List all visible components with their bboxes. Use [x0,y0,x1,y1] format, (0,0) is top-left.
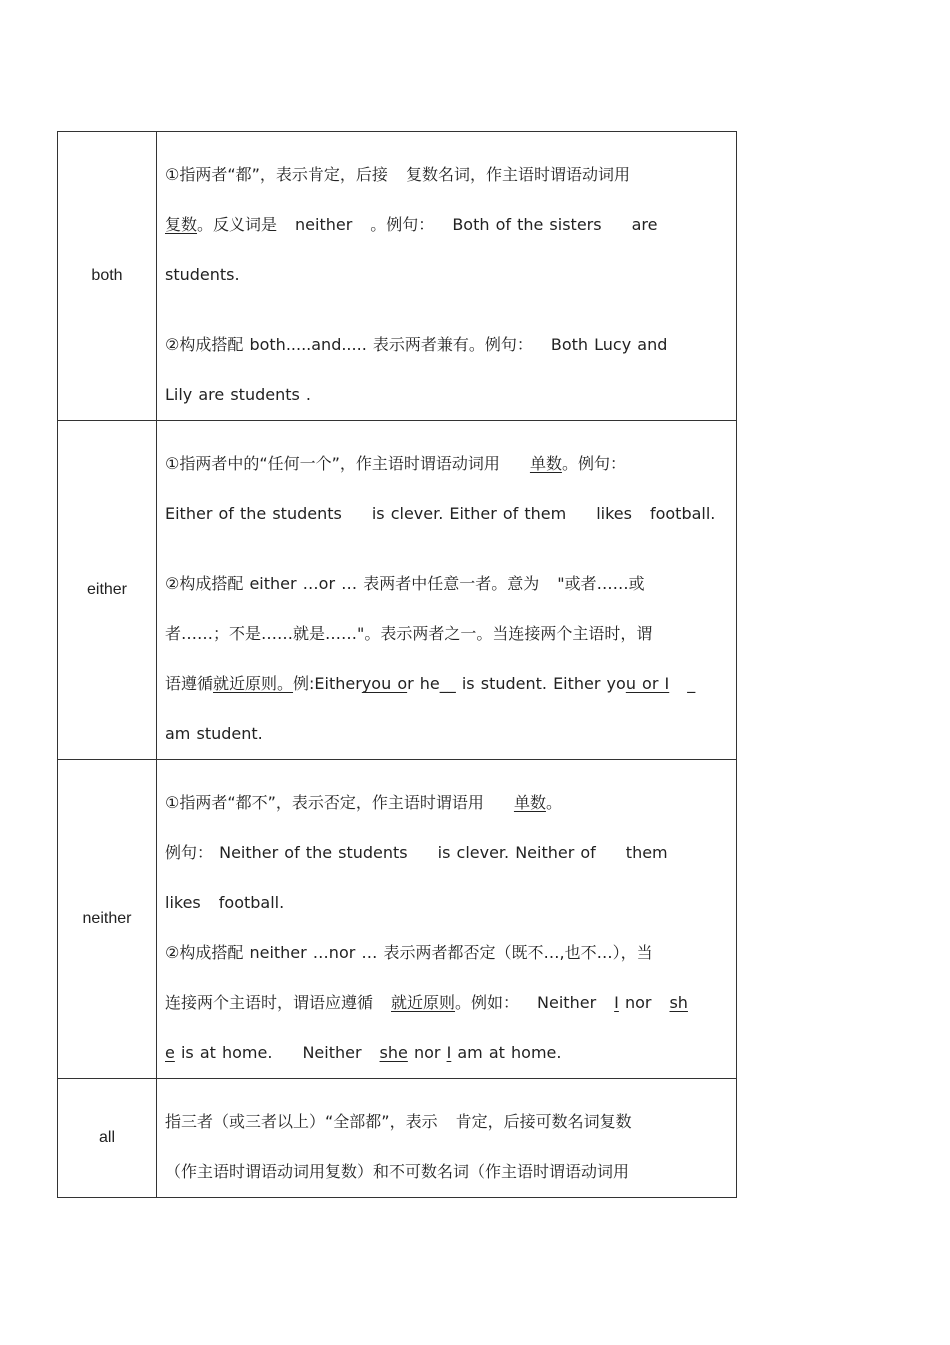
text-line: 复数。反义词是 neither 。例句： Both of the sisters are [165,215,658,234]
term-label: either [86,581,128,598]
term-label: neither [82,910,132,927]
text-line: （作主语时谓语动词用复数）和不可数名词（作主语时谓语动词用 [165,1162,630,1181]
text-line: likes football. [165,893,285,912]
table-row [58,132,737,421]
text-line: 例句： Neither of the students is clever. Neither of them [165,843,668,862]
text-line: 指三者（或三者以上）“全部都”，表示 肯定，后接可数名词复数 [165,1112,632,1131]
text-line: ①指两者“都”，表示肯定，后接 复数名词，作主语时谓语动词用 [165,165,630,184]
text-line: ①指两者中的“任何一个”，作主语时谓语动词用 单数。例句： [165,454,626,473]
term-label: all [98,1129,115,1146]
text-line: ①指两者“都不”，表示否定，作主语时谓语用 单数。 [165,793,562,812]
table-row [58,1079,737,1198]
text-line: am student. [165,724,263,743]
text-line: ②构成搭配 neither …nor … 表示两者都否定（既不…,也不…），当 [165,943,653,962]
text-line: Lily are students . [165,385,312,404]
text-line: Either of the students is clever. Either of them likes football. [165,504,716,523]
term-cell [58,1079,157,1198]
text-line: ②构成搭配 either …or … 表两者中任意一者。意为 "或者……或 [165,574,645,593]
text-line: students. [165,265,240,284]
table-row [58,421,737,760]
definition-cell [157,132,737,421]
text-line: ②构成搭配 both.....and..... 表示两者兼有。例句： Both Lucy and [165,335,668,354]
text-line: 者……；不是……就是……"。表示两者之一。当连接两个主语时，谓 [165,624,653,643]
definition-cell [157,421,737,760]
text-line: 连接两个主语时，谓语应遵循 就近原则。例如： Neither I nor sh [165,993,688,1012]
term-cell [58,132,157,421]
definition-cell [157,760,737,1079]
grammar-table [57,131,737,1198]
term-label: both [91,267,123,284]
text-line: e is at home. Neither she nor I am at home. [165,1043,562,1062]
table-row [58,760,737,1079]
term-cell [58,421,157,760]
text-line: 语遵循就近原则。例:Eitheryou or he__ is student. Either you or I _ [165,674,696,693]
term-cell [58,760,157,1079]
definition-cell [157,1079,737,1198]
